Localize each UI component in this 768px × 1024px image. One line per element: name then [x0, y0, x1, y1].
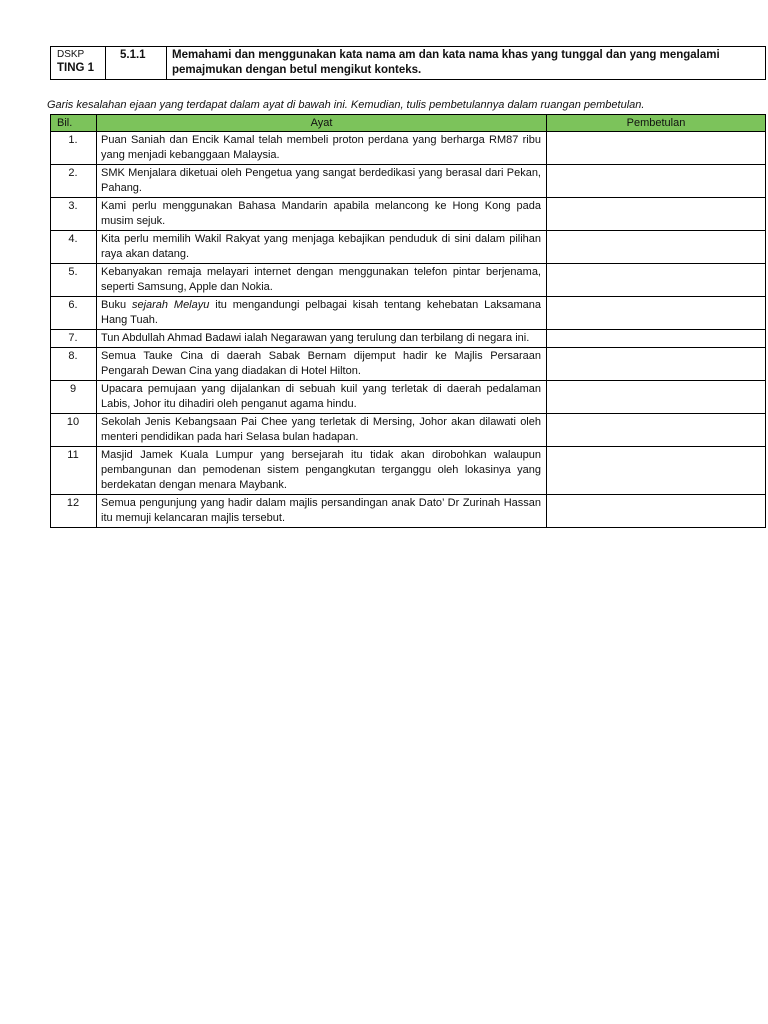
table-row: [51, 198, 766, 231]
correction-cell[interactable]: [547, 231, 766, 264]
standard-code: 5.1.1: [106, 47, 167, 80]
table-row: [51, 414, 766, 447]
correction-cell[interactable]: [547, 165, 766, 198]
header-pembetulan: Pembetulan: [547, 115, 766, 132]
row-sentence: Puan Saniah dan Encik Kamal telah membeli proton perdana yang berharga RM87 ribu yang menjadi kebanggaan Malaysia.: [97, 132, 547, 165]
correction-cell[interactable]: [547, 330, 766, 348]
table-row: [51, 132, 766, 165]
table-row: [51, 447, 766, 495]
ting-label: TING 1: [57, 62, 95, 74]
table-row: [51, 330, 766, 348]
dskp-cell: [51, 47, 106, 80]
row-number: 4.: [51, 231, 97, 264]
row-sentence: Kita perlu memilih Wakil Rakyat yang menjaga kebajikan penduduk di sini dalam pilihan raya akan datang.: [97, 231, 547, 264]
row-sentence: Masjid Jamek Kuala Lumpur yang bersejarah itu tidak akan dirobohkan walaupun pembangunan dan pemodenan sistem pengangkutan terganggu oleh lokasinya yang berdekatan dengan menara Maybank.: [97, 447, 547, 495]
row-number: 1.: [51, 132, 97, 165]
table-row: [51, 165, 766, 198]
header-bil: Bil.: [51, 115, 97, 132]
correction-cell[interactable]: [547, 198, 766, 231]
row-sentence: Kebanyakan remaja melayari internet dengan menggunakan telefon pintar berjenama, seperti Samsung, Apple dan Nokia.: [97, 264, 547, 297]
instruction-text: Garis kesalahan ejaan yang terdapat dalam ayat di bawah ini. Kemudian, tulis pembetulannya dalam ruangan pembetulan.: [47, 99, 645, 111]
correction-cell[interactable]: [547, 447, 766, 495]
row-sentence: Kami perlu menggunakan Bahasa Mandarin apabila melancong ke Hong Kong pada musim sejuk.: [97, 198, 547, 231]
correction-cell[interactable]: [547, 414, 766, 447]
table-row: [51, 297, 766, 330]
row-number: 5.: [51, 264, 97, 297]
correction-cell[interactable]: [547, 495, 766, 528]
row-sentence: Upacara pemujaan yang dijalankan di sebuah kuil yang terletak di daerah pedalaman Labis, Johor itu dihadiri oleh penganut agama hindu.: [97, 381, 547, 414]
header-ayat: Ayat: [97, 115, 547, 132]
dskp-label: DSKP: [57, 49, 85, 60]
correction-cell[interactable]: [547, 264, 766, 297]
row-number: 7.: [51, 330, 97, 348]
row-number: 12: [51, 495, 97, 528]
header-table: [50, 46, 766, 80]
table-row: [51, 264, 766, 297]
correction-cell[interactable]: [547, 381, 766, 414]
row-sentence: [97, 297, 547, 330]
book-title-italic: sejarah Melayu: [131, 299, 210, 311]
table-row: [51, 495, 766, 528]
table-row: [51, 381, 766, 414]
row-number: 6.: [51, 297, 97, 330]
row-number: 8.: [51, 348, 97, 381]
row-number: 11: [51, 447, 97, 495]
correction-cell[interactable]: [547, 297, 766, 330]
sentence-part: itu mengandungi pelbagai kisah tentang kehebatan Laksamana Hang Tuah.: [101, 299, 541, 326]
row-sentence: Semua pengunjung yang hadir dalam majlis persandingan anak Dato’ Dr Zurinah Hassan itu memuji kelancaran majlis tersebut.: [97, 495, 547, 528]
row-sentence: SMK Menjalara diketuai oleh Pengetua yang sangat berdedikasi yang berasal dari Pekan, Pahang.: [97, 165, 547, 198]
row-sentence: Sekolah Jenis Kebangsaan Pai Chee yang terletak di Mersing, Johor akan dilawati oleh menteri pendidikan pada hari Selasa bulan hadapan.: [97, 414, 547, 447]
row-sentence: Semua Tauke Cina di daerah Sabak Bernam dijemput hadir ke Majlis Persaraan Pengarah Dewan Cina yang diadakan di Hotel Hilton.: [97, 348, 547, 381]
exercise-table: [50, 114, 766, 528]
table-row: [51, 231, 766, 264]
row-number: 3.: [51, 198, 97, 231]
row-number: 10: [51, 414, 97, 447]
table-row: [51, 348, 766, 381]
correction-cell[interactable]: [547, 132, 766, 165]
row-number: 9: [51, 381, 97, 414]
correction-cell[interactable]: [547, 348, 766, 381]
row-number: 2.: [51, 165, 97, 198]
standard-text: Memahami dan menggunakan kata nama am dan kata nama khas yang tunggal dan yang mengalami pemajmukan dengan betul mengikut konteks.: [167, 47, 766, 80]
row-sentence: Tun Abdullah Ahmad Badawi ialah Negarawan yang terulung dan terbilang di negara ini.: [97, 330, 547, 348]
sentence-part: Buku: [101, 299, 132, 311]
table-header-row: [51, 115, 766, 132]
